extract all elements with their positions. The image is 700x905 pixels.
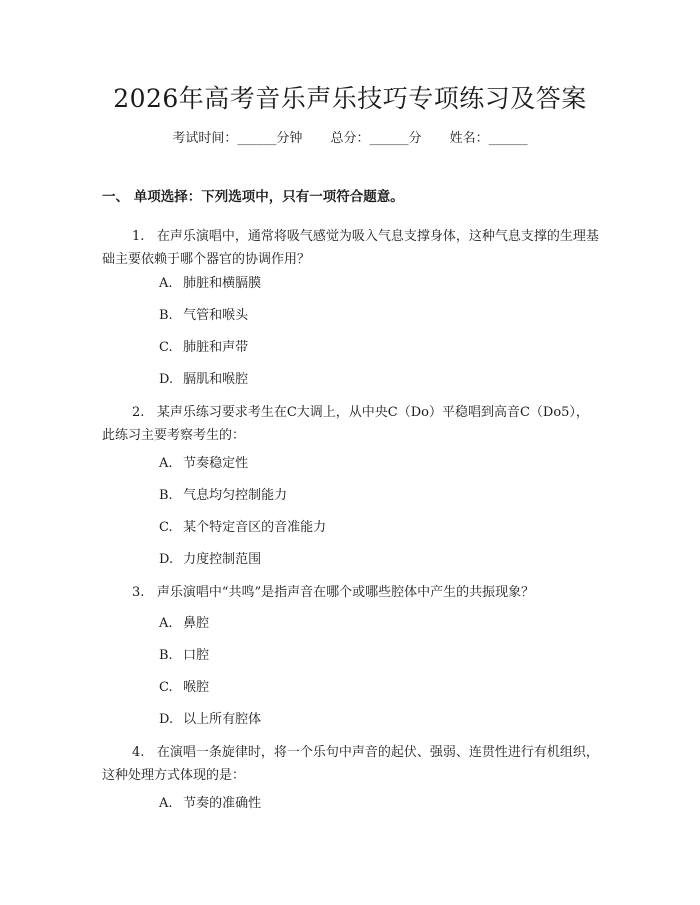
option-label: A. (159, 456, 173, 471)
option-label: B. (159, 488, 173, 503)
option-text: 气息均匀控制能力 (183, 488, 288, 503)
option-text: 膈肌和喉腔 (183, 372, 249, 387)
question-number: 3. (132, 585, 145, 600)
question-body: 在演唱一条旋律时，将一个乐句中声音的起伏、强弱、连贯性进行有机组织，这种处理方式体现的是： (102, 745, 599, 783)
exam-score: 总分：______分 (330, 131, 422, 146)
question-text (102, 581, 600, 604)
question-4 (102, 741, 600, 787)
option-label: B. (159, 648, 173, 663)
option-label: A. (159, 276, 173, 291)
option-label: A. (159, 796, 173, 811)
option-text: 鼻腔 (183, 616, 210, 631)
option-1c (159, 337, 248, 359)
option-3a (159, 613, 209, 635)
option-1d (159, 369, 248, 391)
option-text: 节奏的准确性 (183, 796, 262, 811)
option-label: B. (159, 308, 173, 323)
option-label: A. (159, 616, 173, 631)
question-3 (102, 581, 600, 604)
option-text: 肺脏和声带 (183, 340, 249, 355)
question-1 (102, 225, 600, 271)
option-label: D. (159, 372, 174, 387)
option-1a (159, 273, 261, 295)
option-3d (159, 709, 261, 731)
option-3b (159, 645, 209, 667)
option-label: C. (159, 520, 173, 535)
exam-name: 姓名：______ (449, 131, 528, 146)
option-2c (159, 517, 326, 539)
option-label: D. (159, 552, 174, 567)
option-4a (159, 793, 261, 815)
question-body: 某声乐练习要求考生在C大调上，从中央C（Do）平稳唱到高音C（Do5），此练习主要考察考生的： (102, 405, 589, 443)
option-2d (159, 549, 261, 571)
option-text: 节奏稳定性 (183, 456, 249, 471)
option-2a (159, 453, 248, 475)
question-number: 1. (132, 229, 145, 244)
question-text (102, 401, 600, 447)
option-text: 力度控制范围 (183, 552, 262, 567)
question-body: 声乐演唱中“共鸣”是指声音在哪个或哪些腔体中产生的共振现象？ (156, 585, 535, 600)
question-number: 2. (132, 405, 145, 420)
question-number: 4. (132, 745, 145, 760)
option-text: 口腔 (183, 648, 210, 663)
section-title: 一、 单项选择：下列选项中，只有一项符合题意。 (102, 189, 404, 205)
option-text: 某个特定音区的音准能力 (183, 520, 327, 535)
option-text: 以上所有腔体 (183, 712, 262, 727)
option-text: 气管和喉头 (183, 308, 249, 323)
option-label: D. (159, 712, 174, 727)
option-text: 喉腔 (183, 680, 210, 695)
option-1b (159, 305, 248, 327)
exam-time: 考试时间：______分钟 (172, 131, 303, 146)
question-text (102, 741, 600, 787)
question-text (102, 225, 600, 271)
option-2b (159, 485, 287, 507)
question-2 (102, 401, 600, 447)
document-title: 2026年高考音乐声乐技巧专项练习及答案 (113, 84, 587, 113)
option-3c (159, 677, 209, 699)
option-label: C. (159, 680, 173, 695)
option-text: 肺脏和横膈膜 (183, 276, 262, 291)
option-label: C. (159, 340, 173, 355)
question-body: 在声乐演唱中，通常将吸气感觉为吸入气息支撑身体，这种气息支撑的生理基础主要依赖于哪个器官的协调作用？ (102, 229, 599, 267)
exam-meta (0, 128, 700, 150)
